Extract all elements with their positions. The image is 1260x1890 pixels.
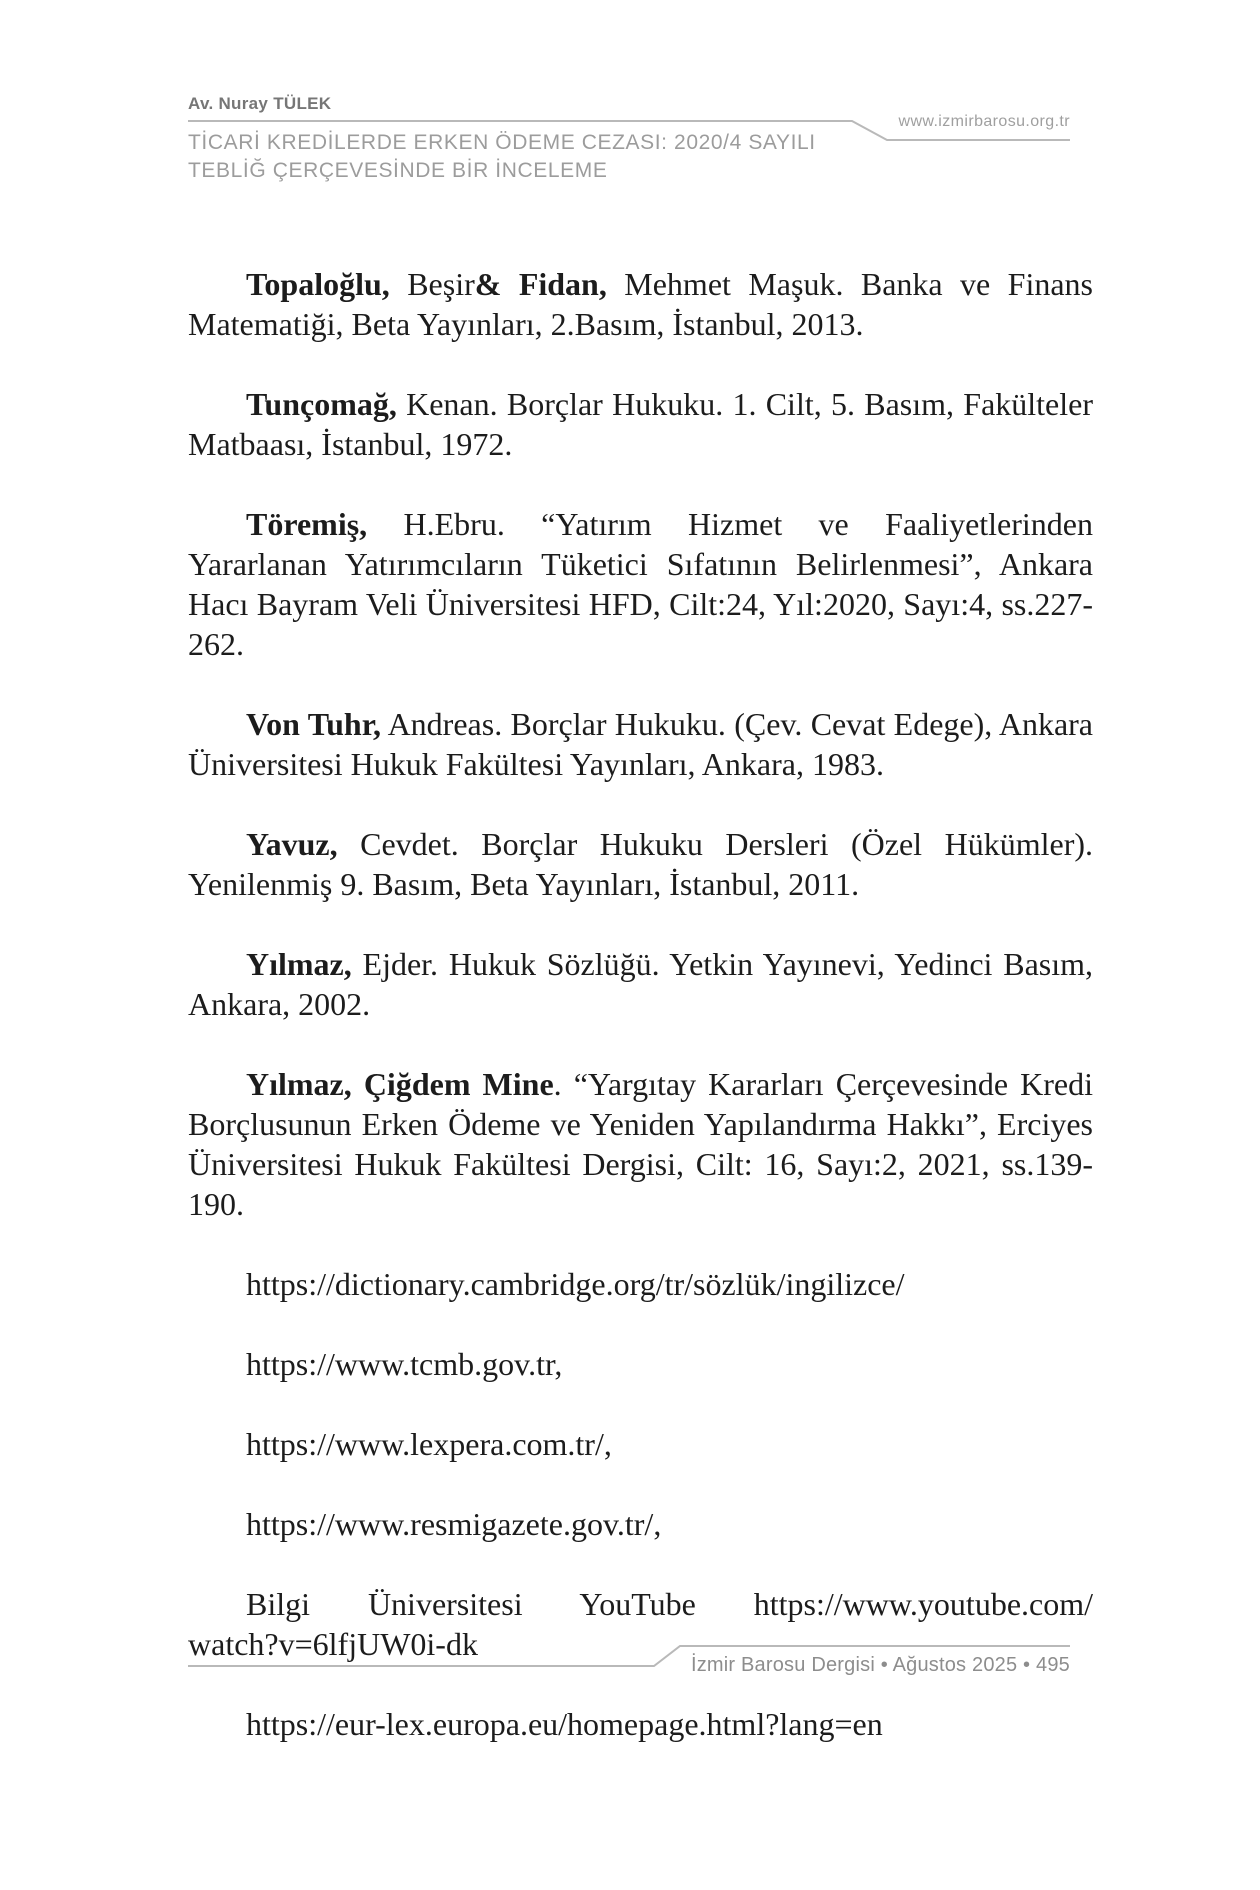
- bibliography-entry: [188, 824, 1093, 904]
- entry-author-bold: Von Tuhr,: [246, 706, 381, 742]
- bibliography: [188, 264, 1093, 1784]
- entry-text: Beşir: [389, 266, 475, 302]
- entry-author-bold: Yavuz,: [246, 826, 338, 862]
- bibliography-entry: [188, 1504, 1093, 1544]
- bibliography-entry: [188, 1424, 1093, 1464]
- bibliography-entry: [188, 944, 1093, 1024]
- entry-text: Mehmet Maşuk. Banka ve Finans Matematiği, Beta Yayınları, 2.Basım, İstanbul, 2013.: [188, 266, 1094, 342]
- entry-author-bold: Topaloğlu,: [246, 266, 390, 302]
- entry-text: https://www.resmigazete.gov.tr/,: [246, 1506, 662, 1542]
- entry-line: watch?v=6lfjUW0i-dk: [188, 1626, 478, 1662]
- entry-text: Kenan. Borçlar Hukuku. 1. Cilt, 5. Basım, Fakülteler Matbaası, İstanbul, 1972.: [188, 386, 1093, 462]
- entry-text: Andreas. Borçlar Hukuku. (Çev. Cevat Edege), Ankara Üniversitesi Hukuk Fakültesi Yayınları, Ankara, 1983.: [188, 706, 1094, 782]
- bibliography-entry: [188, 1264, 1093, 1304]
- bibliography-entry: [188, 384, 1093, 464]
- bibliography-entry: [188, 264, 1093, 344]
- entry-text: Ejder. Hukuk Sözlüğü. Yetkin Yayınevi, Yedinci Basım, Ankara, 2002.: [188, 946, 1093, 1022]
- entry-text: https://dictionary.cambridge.org/tr/sözlük/ingilizce/: [246, 1266, 905, 1302]
- entry-text: https://eur-lex.europa.eu/homepage.html?lang=en: [246, 1706, 883, 1742]
- footer-journal-info: İzmir Barosu Dergisi • Ağustos 2025 • 495: [690, 1654, 1070, 1676]
- entry-text: H.Ebru. “Yatırım Hizmet ve Faaliyetlerinden Yararlanan Yatırımcıların Tüketici Sıfatının Belirlenmesi”, Ankara Hacı Bayram Veli Üniversitesi HFD, Cilt:24, Yıl:2020, Sayı:4, ss.227-262.: [188, 506, 1093, 662]
- entry-text: Cevdet. Borçlar Hukuku Dersleri (Özel Hükümler). Yenilenmiş 9. Basım, Beta Yayınları, İstanbul, 2011.: [188, 826, 1093, 902]
- entry-author-bold: & Fidan,: [474, 266, 607, 302]
- bibliography-entry: [188, 1704, 1093, 1744]
- entry-author-bold: Tunçomağ,: [246, 386, 397, 422]
- bibliography-entry: [188, 1064, 1093, 1224]
- bibliography-entry: [188, 704, 1093, 784]
- bibliography-entry: [188, 504, 1093, 664]
- entry-text: https://www.lexpera.com.tr/,: [246, 1426, 612, 1462]
- entry-line: Bilgi Üniversitesi YouTube https://www.youtube.com/: [246, 1586, 1093, 1622]
- website-url: www.izmirbarosu.org.tr: [898, 113, 1070, 130]
- title-line-1: TİCARİ KREDİLERDE ERKEN ÖDEME CEZASI: 2020/4 SAYILI: [188, 131, 816, 154]
- entry-text: . “Yargıtay Kararları Çerçevesinde Kredi Borçlusunun Erken Ödeme ve Yeniden Yapılandırma Hakkı”, Erciyes Üniversitesi Hukuk Fakültesi Dergisi, Cilt: 16, Sayı:2, 2021, ss.139-190.: [188, 1066, 1094, 1222]
- entry-author-bold: Yılmaz, Çiğdem Mine: [246, 1066, 554, 1102]
- entry-text: https://www.tcmb.gov.tr,: [246, 1346, 563, 1382]
- entry-author-bold: Yılmaz,: [246, 946, 352, 982]
- page-header-title: [188, 129, 816, 185]
- author-name: Av. Nuray TÜLEK: [188, 94, 332, 113]
- entry-author-bold: Töremiş,: [246, 506, 368, 542]
- title-line-2: TEBLİĞ ÇERÇEVESİNDE BİR İNCELEME: [188, 159, 608, 182]
- bibliography-entry: [188, 1344, 1093, 1384]
